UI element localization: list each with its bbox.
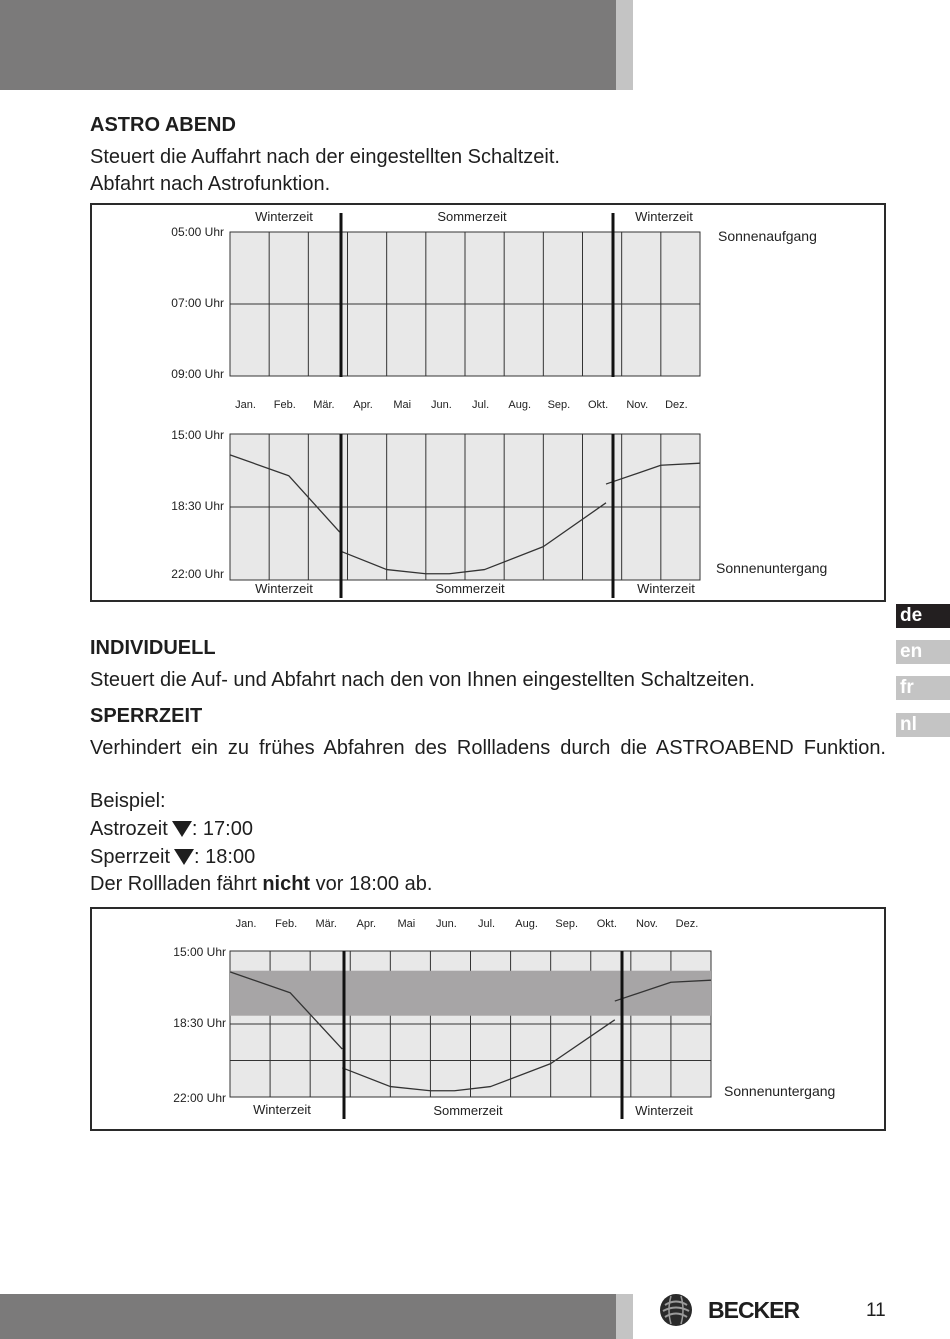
sperrzeit-text: Verhindert ein zu frühes Abfahren des Rollladens durch die ASTROABEND Funktion. <box>90 737 886 759</box>
month-label: Aug. <box>515 918 538 930</box>
lang-tab-fr[interactable]: fr <box>896 676 950 700</box>
month-label: Aug. <box>508 399 532 411</box>
lang-tab-de[interactable]: de <box>896 604 950 628</box>
section-heading-sperrzeit: SPERRZEIT <box>90 705 203 727</box>
y-tick-label: 15:00 Uhr <box>171 428 224 442</box>
month-label: Jul. <box>477 918 496 930</box>
example-label: Beispiel: <box>90 790 166 812</box>
month-label: Dez. <box>675 918 699 930</box>
chart-title: Sonnenuntergang <box>724 1083 836 1099</box>
month-label: Jun. <box>436 918 457 930</box>
astro-abend-chart-svg <box>92 205 888 604</box>
sperrzeit-label: Sperrzeit <box>90 846 171 868</box>
y-tick-label: 22:00 Uhr <box>171 567 224 581</box>
result-post: vor 18:00 ab. <box>310 873 433 895</box>
y-tick-label: 07:00 Uhr <box>171 296 224 310</box>
result-pre: Der Rollladen fährt <box>90 873 263 895</box>
astro-abend-text-2: Abfahrt nach Astrofunktion. <box>90 173 331 195</box>
month-label: Nov. <box>635 918 658 930</box>
y-tick-label: 05:00 Uhr <box>171 225 224 239</box>
footer-bar <box>0 1294 616 1339</box>
header-bar-accent <box>616 0 633 90</box>
brand-name: BECKER <box>708 1297 800 1323</box>
month-label: Jun. <box>431 399 452 411</box>
page-number: 11 <box>866 1300 886 1321</box>
down-triangle-icon <box>174 849 194 865</box>
month-label: Apr. <box>356 918 377 930</box>
sperrzeit-chart-svg <box>92 909 888 1133</box>
month-label: Mär. <box>313 399 335 411</box>
month-label: Nov. <box>626 399 649 411</box>
season-label: Sommerzeit <box>437 209 507 224</box>
astrozeit-label: Astrozeit <box>90 818 168 840</box>
month-label: Mai <box>397 918 416 930</box>
lang-tab-en[interactable]: en <box>896 640 950 664</box>
section-heading-astro-abend: ASTRO ABEND <box>90 114 236 136</box>
astrozeit-line <box>90 818 253 841</box>
season-label: Winterzeit <box>255 581 313 596</box>
lang-tab-nl[interactable]: nl <box>896 713 950 737</box>
month-label: Jan. <box>235 918 257 930</box>
header-bar <box>0 0 616 90</box>
month-label: Okt. <box>596 918 617 930</box>
astrozeit-value: : 17:00 <box>191 818 253 840</box>
becker-logo-icon <box>659 1293 695 1327</box>
season-label: Winterzeit <box>253 1102 311 1117</box>
month-label: Mai <box>393 399 412 411</box>
month-label: Jul. <box>472 399 490 411</box>
month-label: Sep. <box>547 399 571 411</box>
season-label: Winterzeit <box>635 209 693 224</box>
chart-title: Sonnenaufgang <box>718 228 817 244</box>
month-label: Okt. <box>587 399 609 411</box>
down-triangle-icon <box>172 821 192 837</box>
result-bold: nicht <box>262 873 311 895</box>
y-tick-label: 18:30 Uhr <box>171 499 224 513</box>
month-label: Dez. <box>665 399 688 411</box>
sperrzeit-line <box>90 846 255 869</box>
astro-abend-text-1: Steuert die Auffahrt nach der eingestellten Schaltzeit. <box>90 146 560 168</box>
y-tick-label: 15:00 Uhr <box>173 945 226 959</box>
section-heading-individuell: INDIVIDUELL <box>90 637 216 659</box>
season-label: Sommerzeit <box>435 581 505 596</box>
y-tick-label: 22:00 Uhr <box>173 1091 226 1105</box>
chart-title: Sonnenuntergang <box>716 560 828 576</box>
sperrzeit-chart <box>90 907 886 1131</box>
month-label: Feb. <box>275 918 298 930</box>
season-label: Winterzeit <box>635 1103 693 1118</box>
season-label: Winterzeit <box>255 209 313 224</box>
sperrzeit-value: : 18:00 <box>194 846 256 868</box>
month-label: Jan. <box>235 399 256 411</box>
season-label: Winterzeit <box>637 581 695 596</box>
month-label: Sep. <box>555 918 579 930</box>
y-tick-label: 18:30 Uhr <box>173 1016 226 1030</box>
y-tick-label: 09:00 Uhr <box>171 367 224 381</box>
month-label: Mär. <box>315 918 337 930</box>
month-label: Apr. <box>353 399 373 411</box>
astro-abend-chart <box>90 203 886 602</box>
season-label: Sommerzeit <box>433 1103 503 1118</box>
individuell-text: Steuert die Auf- und Abfahrt nach den von Ihnen eingestellten Schaltzeiten. <box>90 669 755 691</box>
result-line <box>90 873 432 896</box>
month-label: Feb. <box>273 399 296 411</box>
footer-bar-accent <box>616 1294 633 1339</box>
